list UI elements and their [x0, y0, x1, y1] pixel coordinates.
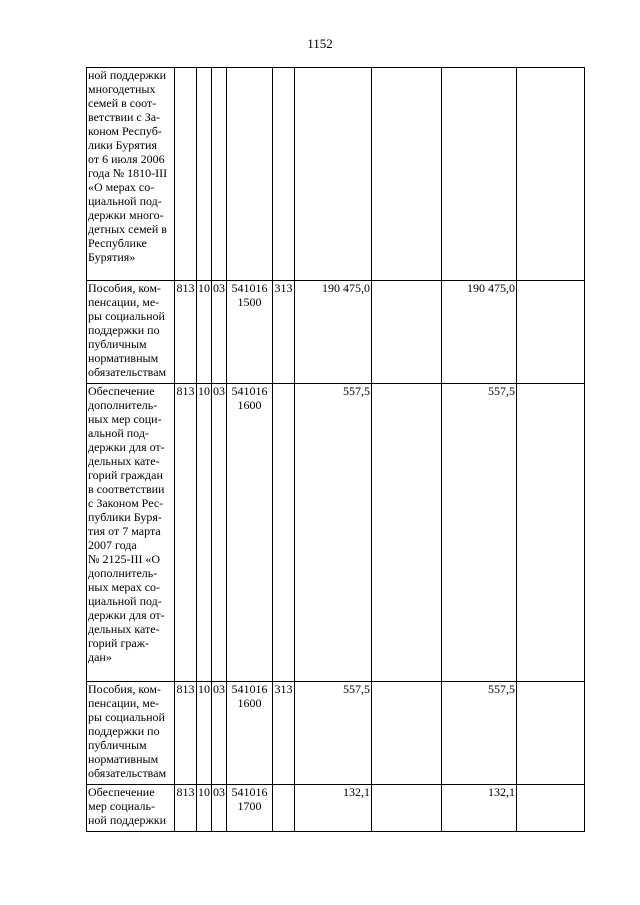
amount: 190 475,0	[295, 281, 372, 384]
target-item-code: 541016 1600	[227, 384, 273, 682]
amount-total	[442, 68, 517, 281]
target-item-code: 541016 1600	[227, 682, 273, 785]
target-item-code: 541016 1500	[227, 281, 273, 384]
section-code: 10	[197, 384, 212, 682]
expense-type-code: 313	[273, 682, 295, 785]
budget-table	[86, 67, 585, 832]
amount-total: 132,1	[442, 785, 517, 832]
table-row	[87, 281, 585, 384]
amount: 132,1	[295, 785, 372, 832]
row-description: Пособия, ком- пенсации, ме- ры социальной поддержки по публичным нормативным обязательствам	[87, 682, 175, 785]
page-number: 1152	[307, 36, 333, 51]
empty-cell	[372, 785, 442, 832]
subsection-code: 03	[212, 384, 227, 682]
amount-total: 557,5	[442, 384, 517, 682]
expense-type-code: 313	[273, 281, 295, 384]
amount-total: 557,5	[442, 682, 517, 785]
target-item-code: 541016 1700	[227, 785, 273, 832]
subsection-code: 03	[212, 682, 227, 785]
section-code: 10	[197, 682, 212, 785]
section-code: 10	[197, 281, 212, 384]
table-row	[87, 785, 585, 832]
ministry-code	[175, 68, 197, 281]
empty-cell	[517, 68, 585, 281]
empty-cell	[517, 682, 585, 785]
empty-cell	[372, 384, 442, 682]
empty-cell	[517, 785, 585, 832]
table-row	[87, 384, 585, 682]
expense-type-code	[273, 384, 295, 682]
table-row	[87, 68, 585, 281]
target-item-code	[227, 68, 273, 281]
ministry-code: 813	[175, 785, 197, 832]
amount: 557,5	[295, 384, 372, 682]
subsection-code: 03	[212, 785, 227, 832]
row-description: Пособия, ком- пенсации, ме- ры социальной поддержки по публичным нормативным обязательствам	[87, 281, 175, 384]
empty-cell	[372, 281, 442, 384]
section-code: 10	[197, 785, 212, 832]
amount-total: 190 475,0	[442, 281, 517, 384]
subsection-code	[212, 68, 227, 281]
expense-type-code	[273, 785, 295, 832]
expense-type-code	[273, 68, 295, 281]
row-description: Обеспечение дополнитель- ных мер соци- альной под- держки для от- дельных кате- горий граждан в соответствии с Законом Рес- публики Буря- тия от 7 марта 2007 года № 2125-III «О дополнитель- ных мерах со- циальной под- держки для от- дельных кате- горий граж- дан»	[87, 384, 175, 682]
empty-cell	[372, 682, 442, 785]
section-code	[197, 68, 212, 281]
empty-cell	[517, 281, 585, 384]
ministry-code: 813	[175, 281, 197, 384]
table-body	[87, 68, 585, 832]
row-description: Обеспечение мер социаль- ной поддержки	[87, 785, 175, 832]
amount: 557,5	[295, 682, 372, 785]
empty-cell	[372, 68, 442, 281]
row-description: ной поддержки многодетных семей в соот- ветствии с За- коном Респуб- лики Бурятия от 6 июля 2006 года № 1810-III «О мерах со- циальной под- держки много- детных семей в Республике Бурятия»	[87, 68, 175, 281]
amount	[295, 68, 372, 281]
empty-cell	[517, 384, 585, 682]
ministry-code: 813	[175, 384, 197, 682]
ministry-code: 813	[175, 682, 197, 785]
subsection-code: 03	[212, 281, 227, 384]
table-row	[87, 682, 585, 785]
